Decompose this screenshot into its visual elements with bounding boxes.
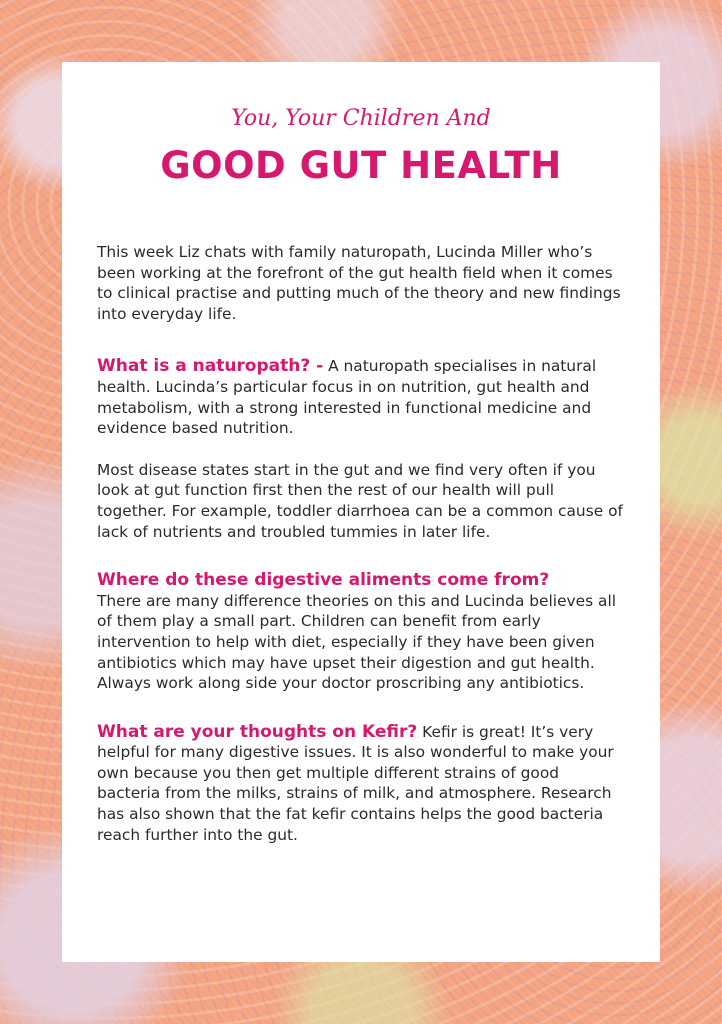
- question-heading: What are your thoughts on Kefir?: [97, 721, 418, 742]
- article-title: GOOD GUT HEALTH: [160, 144, 562, 187]
- section-kefir: [97, 722, 627, 846]
- section-naturopath: [97, 356, 627, 438]
- answer-text: A naturopath specialises in natural health. Lucinda’s particular focus in on nutrition, gut health and metabolism, with a strong interested in functional medicine and evidence based nutrition.: [97, 357, 597, 438]
- answer-text: There are many difference theories on this and Lucinda believes all of them play a small part. Children can benefit from early intervention to help with diet, especially if they have been given antibiotics which may have upset their digestion and gut health. Always work along side your doctor proscribing any antibiotics.: [97, 591, 617, 693]
- intro-paragraph: This week Liz chats with family naturopath, Lucinda Miller who’s been working at the forefront of the gut health field when it comes to clinical practise and putting much of the theory and new findings into everyday life.: [97, 243, 621, 323]
- section-naturopath-extra: Most disease states start in the gut and we find very often if you look at gut function first then the rest of our health will pull together. For example, toddler diarrhoea can be a common cause of lack of nutrients and troubled tummies in later life.: [97, 460, 623, 541]
- article-body: [97, 242, 627, 845]
- answer-text: Kefir is great! It’s very helpful for many digestive issues. It is also wonderful to make your own because you then get multiple different strains of good bacteria from the milks, strains of milk, and atmosphere. Research has also shown that the fat kefir contains helps the good bacteria reach further into the gut.: [97, 722, 614, 844]
- question-heading: What is a naturopath? -: [97, 356, 324, 377]
- question-heading: Where do these digestive aliments come from?: [97, 570, 550, 591]
- article-kicker: You, Your Children And: [231, 106, 491, 131]
- article-panel: [62, 62, 660, 962]
